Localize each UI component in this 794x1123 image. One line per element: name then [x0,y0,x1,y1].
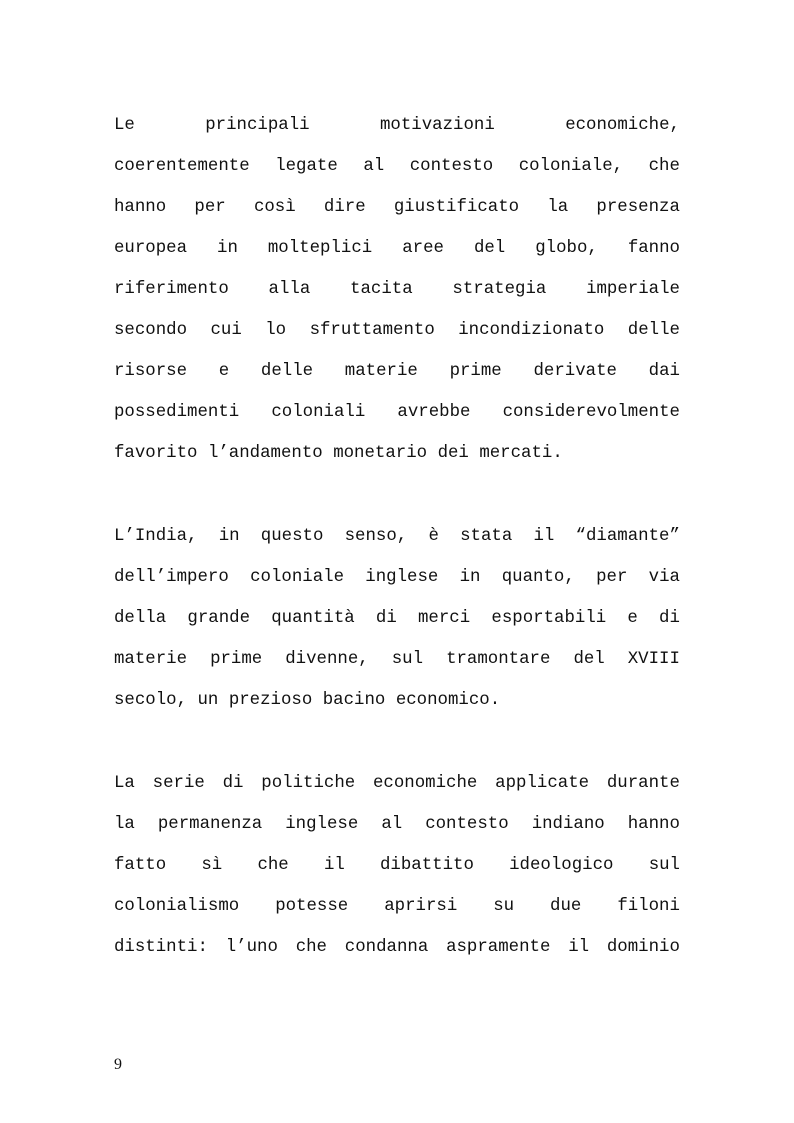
paragraph-1-line-1: Le principali motivazioni economiche, [114,116,680,135]
paragraph-2-line-1: L’India, in questo senso, è stata il “diamante” [114,527,680,546]
paragraph-2-line-5: secolo, un prezioso bacino economico. [114,691,501,710]
paragraph-3-line-3: fatto sì che il dibattito ideologico sul [114,856,680,875]
paragraph-2-line-2: dell’impero coloniale inglese in quanto, per via [114,568,680,587]
page-number: 9 [114,1056,122,1073]
paragraph-1-line-8: possedimenti coloniali avrebbe considerevolmente [114,403,680,422]
paragraph-3-line-5: distinti: l’uno che condanna aspramente il dominio [114,938,680,957]
paragraph-1-line-7: risorse e delle materie prime derivate dai [114,362,680,381]
paragraph-2-line-4: materie prime divenne, sul tramontare del XVIII [114,650,680,669]
paragraph-3-line-2: la permanenza inglese al contesto indiano hanno [114,815,680,834]
paragraph-3-line-1: La serie di politiche economiche applicate durante [114,774,680,793]
paragraph-1-line-3: hanno per così dire giustificato la presenza [114,198,680,217]
paragraph-1-line-4: europea in molteplici aree del globo, fanno [114,239,680,258]
paragraph-3-line-4: colonialismo potesse aprirsi su due filoni [114,897,680,916]
paragraph-1-line-5: riferimento alla tacita strategia imperiale [114,280,680,299]
paragraph-1-line-2: coerentemente legate al contesto coloniale, che [114,157,680,176]
paragraph-1-line-6: secondo cui lo sfruttamento incondizionato delle [114,321,680,340]
paragraph-1-line-9: favorito l’andamento monetario dei mercati. [114,444,563,463]
paragraph-2-line-3: della grande quantità di merci esportabili e di [114,609,680,628]
